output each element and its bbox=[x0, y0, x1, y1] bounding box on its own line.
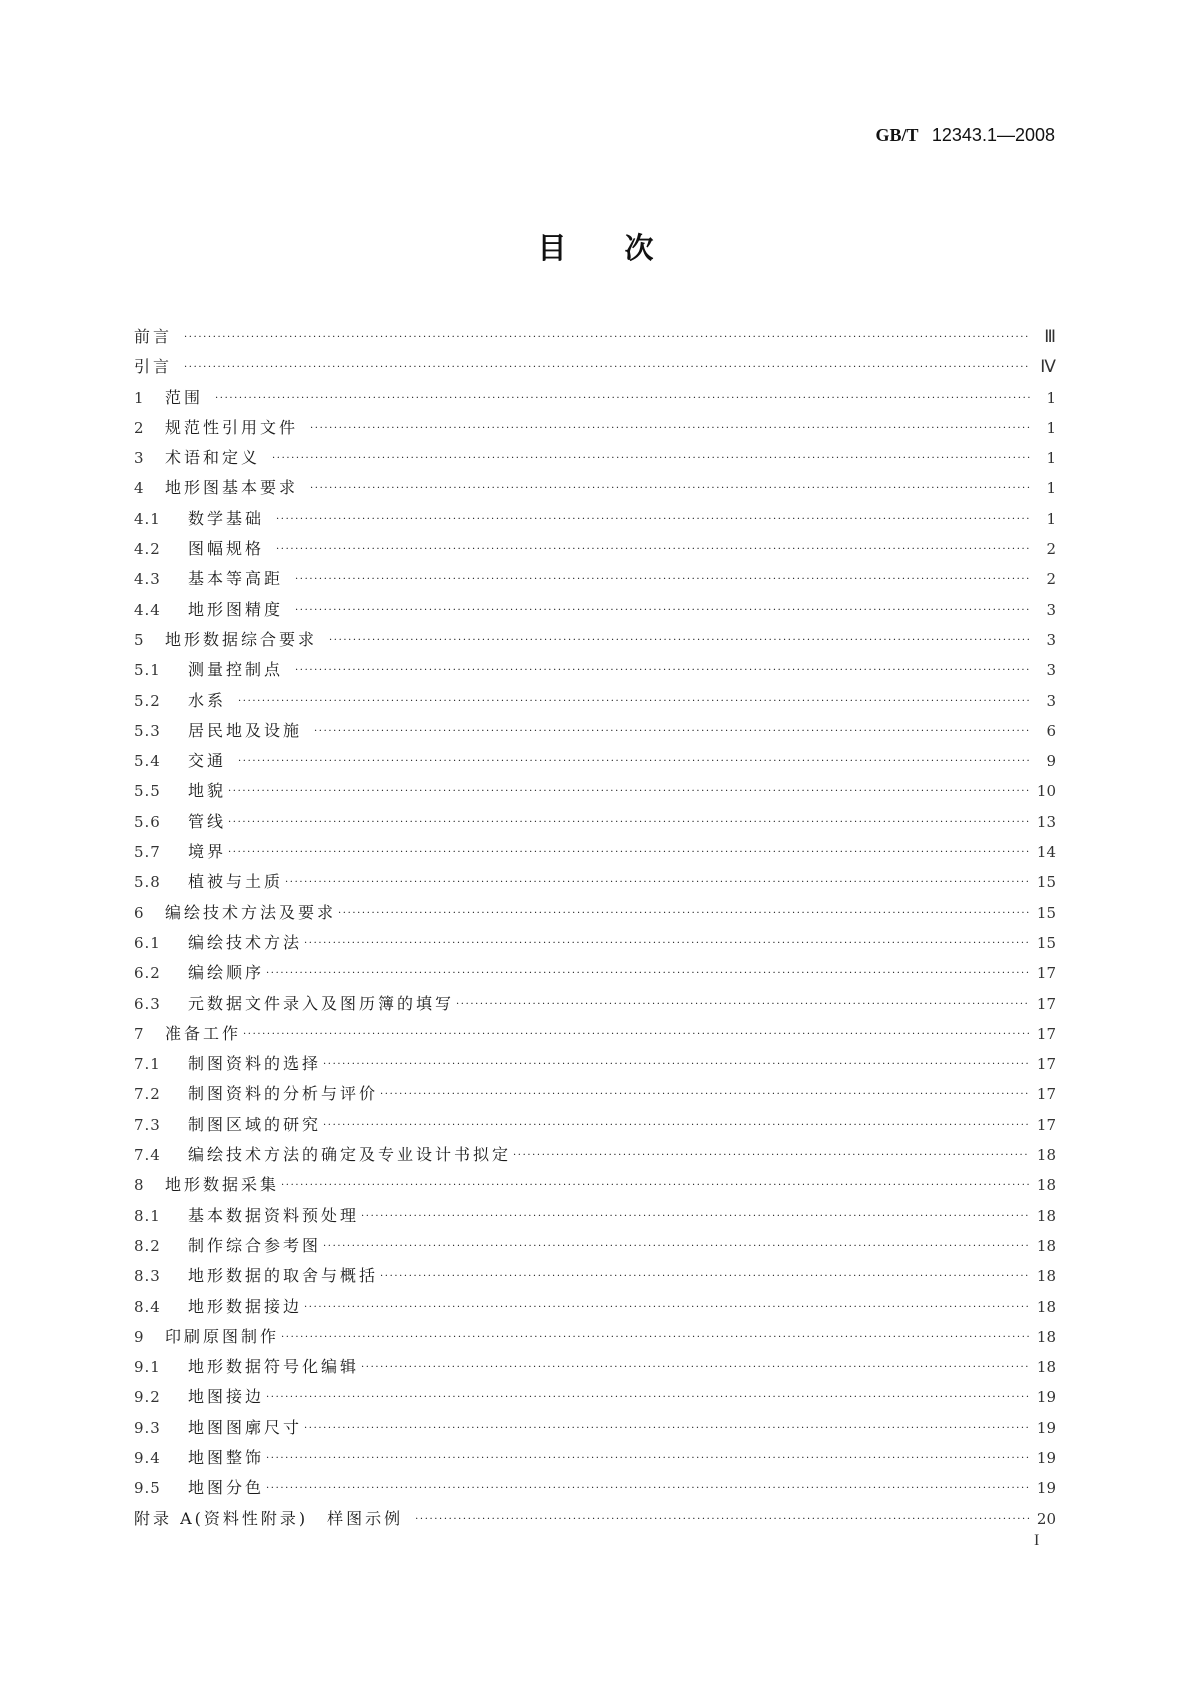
toc-entry[interactable] bbox=[134, 564, 1056, 594]
toc-entry-number: 4.2 bbox=[134, 540, 161, 559]
toc-entry-number: 5.8 bbox=[134, 873, 161, 892]
toc-entry[interactable] bbox=[134, 1382, 1056, 1412]
toc-entry[interactable] bbox=[134, 1140, 1056, 1170]
dot-leader bbox=[266, 1383, 1030, 1413]
dot-leader bbox=[323, 1232, 1030, 1262]
toc-entry-page: 13 bbox=[1036, 812, 1056, 831]
toc-entry-number: 4 bbox=[134, 479, 144, 498]
dot-leader bbox=[310, 474, 1030, 504]
dot-leader bbox=[380, 1080, 1030, 1110]
dot-leader bbox=[238, 687, 1030, 717]
toc-entry-number: 8.4 bbox=[134, 1297, 161, 1316]
dot-leader bbox=[361, 1202, 1030, 1232]
toc-entry-title: 境界 bbox=[188, 842, 227, 862]
toc-entry-page: Ⅳ bbox=[1040, 357, 1056, 377]
toc-entry-number: 8 bbox=[134, 1176, 144, 1195]
toc-entry-page: 15 bbox=[1036, 873, 1056, 892]
toc-entry-title: 制图资料的分析与评价 bbox=[188, 1084, 379, 1104]
toc-entry-title: 基本等高距 bbox=[188, 569, 284, 589]
dot-leader bbox=[266, 1444, 1030, 1474]
toc-entry-title: 制图区域的研究 bbox=[188, 1114, 322, 1134]
toc-entry-page: 19 bbox=[1036, 1388, 1056, 1407]
toc-entry-title: 管线 bbox=[188, 811, 227, 831]
toc-entry[interactable] bbox=[134, 383, 1056, 413]
toc-entry[interactable] bbox=[134, 504, 1056, 534]
toc-entry-number: 9.3 bbox=[134, 1418, 161, 1437]
toc-entry-page: 19 bbox=[1036, 1479, 1056, 1498]
toc-entry[interactable] bbox=[134, 595, 1056, 625]
dot-leader bbox=[338, 899, 1030, 929]
toc-entry-page: 17 bbox=[1036, 964, 1056, 983]
page-title: 目次 bbox=[537, 231, 712, 265]
toc-entry[interactable] bbox=[134, 989, 1056, 1019]
toc-entry-title: 元数据文件录入及图历簿的填写 bbox=[188, 993, 455, 1013]
dot-leader bbox=[456, 990, 1030, 1020]
dot-leader bbox=[361, 1353, 1030, 1383]
toc-entry[interactable] bbox=[134, 655, 1056, 685]
toc-entry-number: 6.1 bbox=[134, 933, 161, 952]
toc-entry-page: 17 bbox=[1036, 1085, 1056, 1104]
toc-entry-title: 引言 bbox=[134, 357, 173, 377]
toc-entry[interactable] bbox=[134, 352, 1056, 382]
toc-entry[interactable] bbox=[134, 1413, 1056, 1443]
toc-entry-title: 编绘顺序 bbox=[188, 963, 265, 983]
toc-entry-title: 地貌 bbox=[188, 781, 227, 801]
toc-entry-number: 7.2 bbox=[134, 1085, 161, 1104]
toc-entry-number: 4.4 bbox=[134, 600, 161, 619]
table-of-contents bbox=[134, 322, 1056, 1534]
dot-leader bbox=[304, 1414, 1030, 1444]
toc-entry-title: 地图分色 bbox=[188, 1478, 265, 1498]
toc-entry-title: 编绘技术方法 bbox=[188, 932, 303, 952]
toc-entry[interactable] bbox=[134, 1473, 1056, 1503]
toc-entry-number: 9 bbox=[134, 1327, 144, 1346]
toc-entry[interactable] bbox=[134, 413, 1056, 443]
toc-entry-title: 地图接边 bbox=[188, 1387, 265, 1407]
toc-entry-number: 7 bbox=[134, 1024, 144, 1043]
toc-entry[interactable] bbox=[134, 928, 1056, 958]
toc-entry-page: 19 bbox=[1036, 1448, 1056, 1467]
toc-entry-title: 图幅规格 bbox=[188, 539, 265, 559]
toc-entry-page: 17 bbox=[1036, 994, 1056, 1013]
toc-entry-title: 地形数据接边 bbox=[188, 1296, 303, 1316]
toc-entry[interactable] bbox=[134, 322, 1056, 352]
dot-leader bbox=[310, 414, 1030, 444]
toc-entry-number: 5.2 bbox=[134, 691, 161, 710]
toc-entry-number: 5.4 bbox=[134, 752, 161, 771]
toc-entry[interactable] bbox=[134, 837, 1056, 867]
toc-entry-number: 1 bbox=[134, 388, 144, 407]
toc-entry-title: 数学基础 bbox=[188, 508, 265, 528]
toc-entry-page: 15 bbox=[1036, 933, 1056, 952]
toc-entry-page: 18 bbox=[1036, 1358, 1056, 1377]
toc-entry-number: 4.3 bbox=[134, 570, 161, 589]
toc-entry-number: 9.1 bbox=[134, 1358, 161, 1377]
dot-leader bbox=[215, 384, 1030, 414]
toc-entry-page: 10 bbox=[1036, 782, 1056, 801]
standard-number: 12343.1—2008 bbox=[931, 125, 1055, 145]
toc-entry-title: 规范性引用文件 bbox=[165, 417, 299, 437]
toc-entry[interactable] bbox=[134, 1201, 1056, 1231]
toc-entry-page: 1 bbox=[1046, 509, 1056, 528]
toc-entry-page: 19 bbox=[1036, 1418, 1056, 1437]
toc-entry-page: 3 bbox=[1046, 691, 1056, 710]
toc-entry[interactable] bbox=[134, 746, 1056, 776]
toc-entry[interactable] bbox=[134, 807, 1056, 837]
toc-entry[interactable] bbox=[134, 1292, 1056, 1322]
toc-entry[interactable] bbox=[134, 625, 1056, 655]
toc-entry-title: 术语和定义 bbox=[165, 448, 261, 468]
toc-entry-title: 前言 bbox=[134, 327, 173, 346]
toc-entry-number: 6.3 bbox=[134, 994, 161, 1013]
toc-entry-title: 地图整饰 bbox=[188, 1447, 265, 1467]
toc-entry[interactable] bbox=[134, 716, 1056, 746]
dot-leader bbox=[281, 1323, 1030, 1353]
toc-entry-number: 7.3 bbox=[134, 1115, 161, 1134]
toc-entry-number: 4.1 bbox=[134, 509, 161, 528]
dot-leader bbox=[266, 1474, 1030, 1504]
toc-entry-number: 9.5 bbox=[134, 1479, 161, 1498]
toc-entry-page: 17 bbox=[1036, 1055, 1056, 1074]
dot-leader bbox=[228, 777, 1030, 807]
toc-entry-number: 8.3 bbox=[134, 1267, 161, 1286]
toc-entry-page: 18 bbox=[1036, 1297, 1056, 1316]
toc-entry[interactable] bbox=[134, 1352, 1056, 1382]
dot-leader bbox=[295, 656, 1030, 686]
dot-leader bbox=[295, 596, 1030, 626]
toc-entry-page: 1 bbox=[1046, 449, 1056, 468]
dot-leader bbox=[415, 1505, 1030, 1535]
toc-entry-title: 编绘技术方法及要求 bbox=[165, 902, 337, 922]
toc-entry[interactable] bbox=[134, 867, 1056, 897]
dot-leader bbox=[285, 868, 1030, 898]
toc-entry-number: 3 bbox=[134, 449, 144, 468]
standard-number-header bbox=[875, 125, 1055, 146]
toc-entry-number: 5.7 bbox=[134, 843, 161, 862]
page-number: I bbox=[1034, 1532, 1040, 1549]
toc-entry-title: 地形图精度 bbox=[188, 599, 284, 619]
toc-entry-number: 5.1 bbox=[134, 661, 161, 680]
dot-leader bbox=[184, 323, 1030, 353]
toc-entry-number: 8.2 bbox=[134, 1236, 161, 1255]
dot-leader bbox=[243, 1020, 1030, 1050]
toc-entry[interactable] bbox=[134, 443, 1056, 473]
toc-entry[interactable] bbox=[134, 1019, 1056, 1049]
toc-entry-title: 居民地及设施 bbox=[188, 720, 303, 740]
toc-entry-title: 印刷原图制作 bbox=[165, 1326, 280, 1346]
toc-entry-title: 制作综合参考图 bbox=[188, 1235, 322, 1255]
toc-entry[interactable] bbox=[134, 686, 1056, 716]
toc-entry-page: 15 bbox=[1036, 903, 1056, 922]
toc-entry-number: 2 bbox=[134, 418, 144, 437]
toc-entry-number: 6 bbox=[134, 903, 144, 922]
toc-entry[interactable] bbox=[134, 1231, 1056, 1261]
toc-entry-number: 8.1 bbox=[134, 1206, 161, 1225]
toc-entry[interactable] bbox=[134, 534, 1056, 564]
toc-entry-page: 18 bbox=[1036, 1267, 1056, 1286]
toc-entry-number: 9.2 bbox=[134, 1388, 161, 1407]
toc-entry-title: 测量控制点 bbox=[188, 660, 284, 680]
toc-entry-title: 地形数据综合要求 bbox=[165, 629, 318, 649]
dot-leader bbox=[304, 1293, 1030, 1323]
toc-entry-page: 2 bbox=[1046, 540, 1056, 559]
dot-leader bbox=[329, 626, 1030, 656]
toc-entry[interactable] bbox=[134, 1079, 1056, 1109]
toc-entry-title: 水系 bbox=[188, 690, 227, 710]
dot-leader bbox=[323, 1050, 1030, 1080]
toc-entry-number: 5.5 bbox=[134, 782, 161, 801]
toc-entry-title: 植被与土质 bbox=[188, 872, 284, 892]
dot-leader bbox=[323, 1111, 1030, 1141]
dot-leader bbox=[228, 808, 1030, 838]
dot-leader bbox=[272, 444, 1030, 474]
toc-entry-page: 18 bbox=[1036, 1176, 1056, 1195]
toc-entry-title: 基本数据资料预处理 bbox=[188, 1205, 360, 1225]
toc-entry-title: 编绘技术方法的确定及专业设计书拟定 bbox=[188, 1145, 512, 1165]
toc-entry-page: 9 bbox=[1046, 752, 1056, 771]
dot-leader bbox=[314, 717, 1030, 747]
toc-entry-page: 3 bbox=[1046, 600, 1056, 619]
toc-entry-page: 1 bbox=[1046, 418, 1056, 437]
toc-entry-number: 7.4 bbox=[134, 1146, 161, 1165]
toc-entry-number: 5.6 bbox=[134, 812, 161, 831]
toc-entry-page: 3 bbox=[1046, 661, 1056, 680]
toc-entry-title: 范围 bbox=[165, 387, 204, 407]
toc-entry-page: 3 bbox=[1046, 630, 1056, 649]
toc-entry-page: 2 bbox=[1046, 570, 1056, 589]
toc-entry-page: 14 bbox=[1036, 843, 1056, 862]
toc-entry[interactable] bbox=[134, 1443, 1056, 1473]
toc-entry-title: 附录 A(资料性附录) 样图示例 bbox=[134, 1508, 404, 1528]
toc-entry-page: 18 bbox=[1036, 1206, 1056, 1225]
toc-entry-title: 准备工作 bbox=[165, 1023, 242, 1043]
toc-entry[interactable] bbox=[134, 1170, 1056, 1200]
toc-entry[interactable] bbox=[134, 898, 1056, 928]
toc-entry-number: 9.4 bbox=[134, 1448, 161, 1467]
toc-entry-title: 制图资料的选择 bbox=[188, 1054, 322, 1074]
toc-entry-page: 1 bbox=[1046, 479, 1056, 498]
toc-entry[interactable] bbox=[134, 958, 1056, 988]
toc-entry-number: 6.2 bbox=[134, 964, 161, 983]
toc-entry-page: 20 bbox=[1036, 1509, 1056, 1528]
toc-entry-title: 地图图廓尺寸 bbox=[188, 1417, 303, 1437]
dot-leader bbox=[276, 535, 1030, 565]
toc-entry-number: 5 bbox=[134, 630, 144, 649]
dot-leader bbox=[276, 505, 1030, 535]
dot-leader bbox=[380, 1262, 1030, 1292]
toc-entry-page: 18 bbox=[1036, 1146, 1056, 1165]
toc-entry-page: 18 bbox=[1036, 1327, 1056, 1346]
toc-entry-number: 7.1 bbox=[134, 1055, 161, 1074]
toc-entry-page: 1 bbox=[1046, 388, 1056, 407]
toc-entry[interactable] bbox=[134, 1261, 1056, 1291]
toc-entry-page: Ⅲ bbox=[1044, 327, 1056, 346]
toc-entry-title: 地形数据的取舍与概括 bbox=[188, 1266, 379, 1286]
toc-entry-number: 5.3 bbox=[134, 721, 161, 740]
toc-entry[interactable] bbox=[134, 776, 1056, 806]
dot-leader bbox=[238, 747, 1030, 777]
toc-entry[interactable] bbox=[134, 1110, 1056, 1140]
standard-prefix: GB/T bbox=[875, 125, 919, 145]
toc-entry[interactable] bbox=[134, 1504, 1056, 1534]
dot-leader bbox=[184, 353, 1030, 383]
toc-entry[interactable] bbox=[134, 1322, 1056, 1352]
dot-leader bbox=[228, 838, 1030, 868]
toc-entry-title: 交通 bbox=[188, 751, 227, 771]
toc-entry-page: 17 bbox=[1036, 1115, 1056, 1134]
dot-leader bbox=[304, 929, 1030, 959]
dot-leader bbox=[281, 1171, 1030, 1201]
toc-entry-title: 地形数据符号化编辑 bbox=[188, 1357, 360, 1377]
toc-entry[interactable] bbox=[134, 1049, 1056, 1079]
toc-entry[interactable] bbox=[134, 473, 1056, 503]
toc-entry-title: 地形数据采集 bbox=[165, 1175, 280, 1195]
dot-leader bbox=[266, 959, 1030, 989]
toc-entry-title: 地形图基本要求 bbox=[165, 478, 299, 498]
dot-leader bbox=[295, 565, 1030, 595]
toc-entry-page: 6 bbox=[1046, 721, 1056, 740]
toc-entry-page: 17 bbox=[1036, 1024, 1056, 1043]
dot-leader bbox=[513, 1141, 1030, 1171]
toc-entry-page: 18 bbox=[1036, 1236, 1056, 1255]
